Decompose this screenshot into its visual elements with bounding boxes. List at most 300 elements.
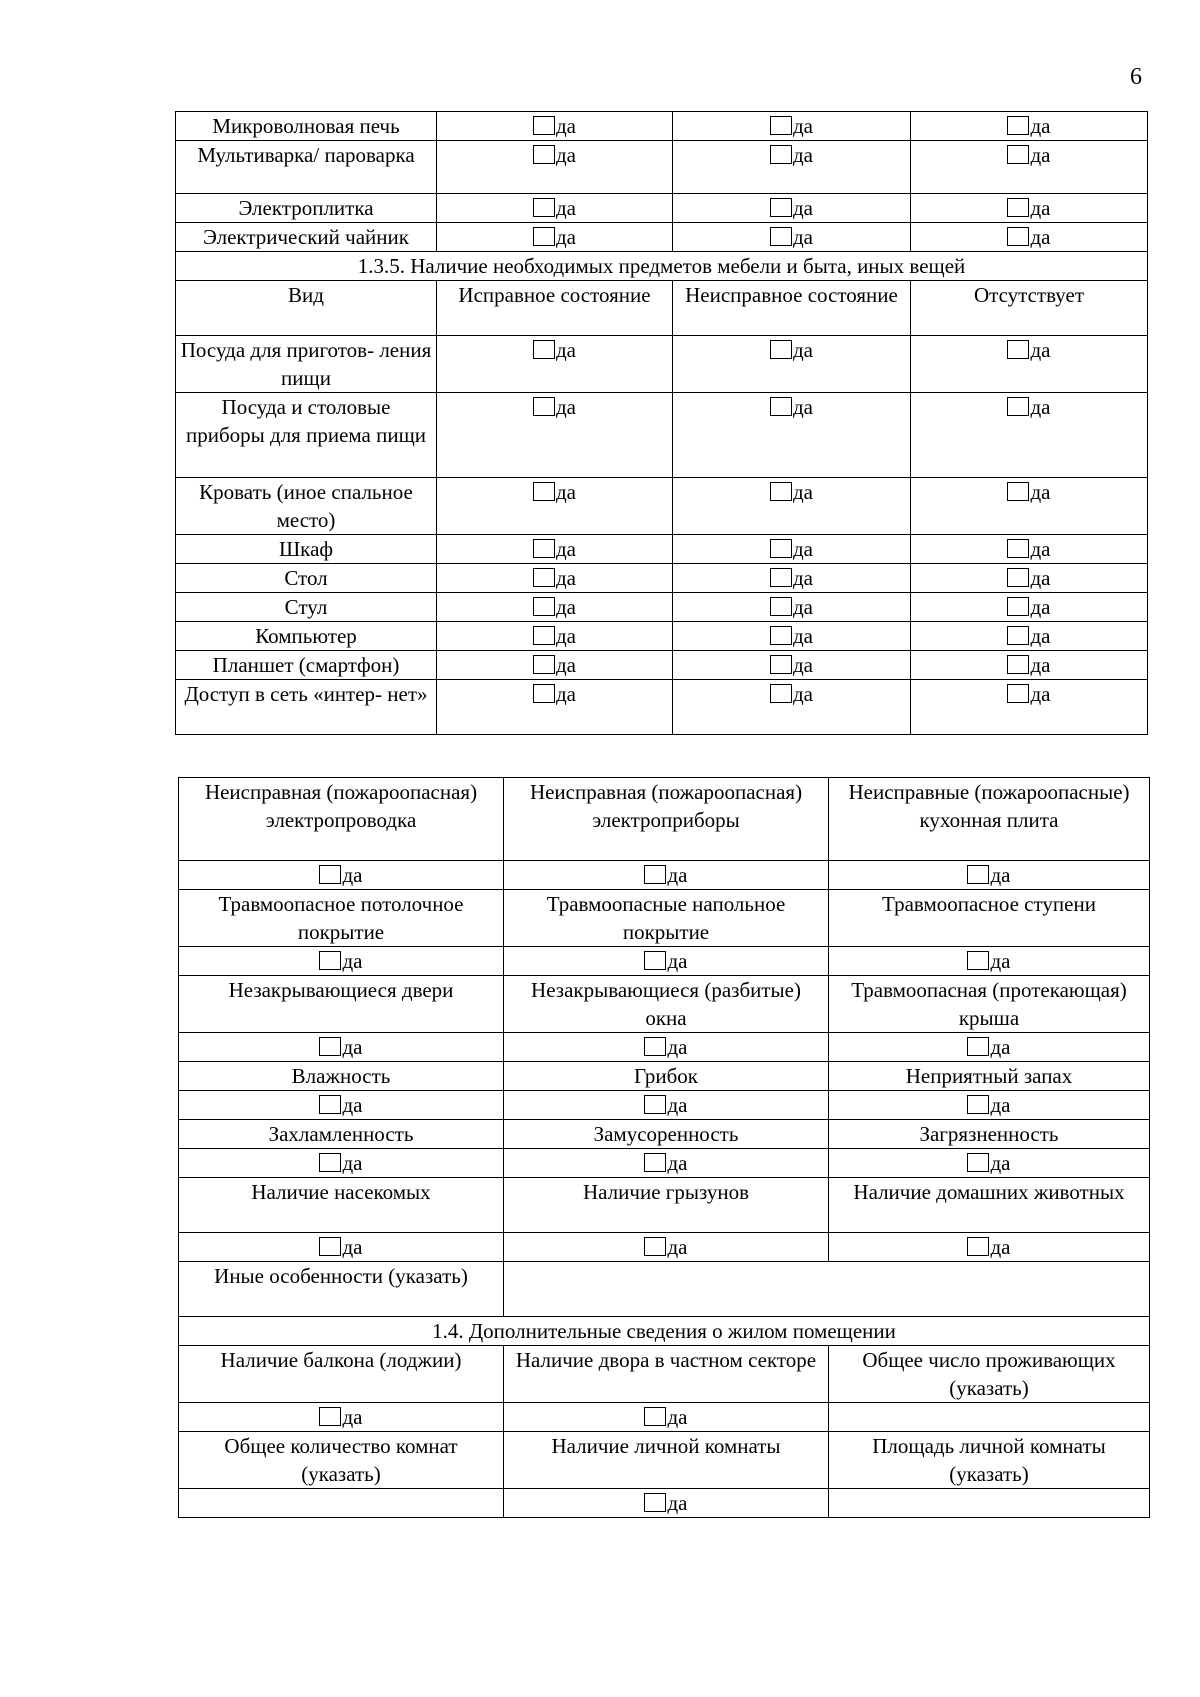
hazard-label: [179, 778, 504, 861]
checkbox-box[interactable]: [770, 597, 792, 616]
checkbox-cell: [673, 141, 911, 194]
section-row: [176, 252, 1148, 281]
checkbox-yes[interactable]: [770, 336, 813, 364]
checkbox-yes[interactable]: [1007, 593, 1050, 621]
checkbox-box[interactable]: [967, 865, 989, 884]
cell-text: Электрический чайник: [203, 225, 409, 249]
checkbox-label: да: [342, 863, 363, 887]
checkbox-box[interactable]: [533, 655, 555, 674]
checkbox-box[interactable]: [770, 539, 792, 558]
checkbox-box[interactable]: [1007, 145, 1029, 164]
residents-count-field[interactable]: [829, 1403, 1150, 1432]
checkbox-label: да: [342, 1151, 363, 1175]
cell-text: Замусоренность: [593, 1122, 739, 1146]
cell-text: Площадь личной комнаты (указать): [872, 1434, 1106, 1486]
checkbox-label: да: [1030, 196, 1051, 220]
checkbox-label: да: [1030, 395, 1051, 419]
checkbox-yes[interactable]: [319, 947, 362, 975]
cell-text: Компьютер: [255, 624, 357, 648]
cell-text: Исправное состояние: [458, 283, 651, 307]
checkbox-label: да: [342, 1035, 363, 1059]
checkbox-label: да: [667, 1235, 688, 1259]
checkbox-box[interactable]: [1007, 198, 1029, 217]
appliance-row: [176, 223, 1148, 252]
checkbox-cell: [437, 680, 673, 735]
cell-text: Планшет (смартфон): [212, 653, 400, 677]
cell-text: Доступ в сеть «интер- нет»: [184, 682, 428, 706]
checkbox-cell: [504, 947, 829, 976]
checkbox-label: да: [1030, 595, 1051, 619]
hazard-label-row: [179, 976, 1150, 1033]
hazard-label: [504, 890, 829, 947]
item-row: [176, 564, 1148, 593]
cell-text: Общее число проживающих (указать): [862, 1348, 1116, 1400]
checkbox-box[interactable]: [644, 951, 666, 970]
checkbox-yes[interactable]: [644, 1091, 687, 1119]
checkbox-label: да: [555, 595, 576, 619]
checkbox-label: да: [342, 1405, 363, 1429]
checkbox-yes[interactable]: [533, 112, 576, 140]
cell-text: Наличие домашних животных: [853, 1180, 1125, 1204]
hazard-label-row: [179, 890, 1150, 947]
checkbox-yes[interactable]: [1007, 564, 1050, 592]
checkbox-box[interactable]: [1007, 116, 1029, 135]
hazard-label: [829, 778, 1150, 861]
item-label: [176, 651, 437, 680]
checkbox-box[interactable]: [770, 227, 792, 246]
checkbox-yes[interactable]: [770, 194, 813, 222]
page-number: 6: [1130, 64, 1142, 90]
item-row: [176, 393, 1148, 478]
checkbox-label: да: [1030, 624, 1051, 648]
checkbox-box[interactable]: [319, 1407, 341, 1426]
hazard-checkbox-row: [179, 1233, 1150, 1262]
checkbox-box[interactable]: [1007, 597, 1029, 616]
item-label: [176, 680, 437, 735]
checkbox-cell: [179, 1033, 504, 1062]
cell-text: Вид: [288, 283, 324, 307]
furniture-table: [175, 111, 1148, 735]
checkbox-yes[interactable]: [770, 141, 813, 169]
checkbox-box[interactable]: [770, 684, 792, 703]
item-label: [176, 593, 437, 622]
checkbox-label: да: [792, 566, 813, 590]
checkbox-cell: [504, 1403, 829, 1432]
checkbox-yes[interactable]: [967, 861, 1010, 889]
hazard-label: [829, 890, 1150, 947]
cell-text: Захламленность: [268, 1122, 414, 1146]
cell-text: Электроплитка: [238, 196, 374, 220]
hazard-label: [829, 1062, 1150, 1091]
checkbox-box[interactable]: [770, 116, 792, 135]
checkbox-label: да: [555, 682, 576, 706]
checkbox-yes[interactable]: [770, 112, 813, 140]
checkbox-yes[interactable]: [644, 1233, 687, 1261]
checkbox-box[interactable]: [967, 1037, 989, 1056]
checkbox-label: да: [555, 653, 576, 677]
cell-text: Общее количество комнат (указать): [224, 1434, 458, 1486]
checkbox-cell: [673, 680, 911, 735]
cell-text: Наличие балкона (лоджии): [220, 1348, 462, 1372]
checkbox-cell: [504, 1233, 829, 1262]
checkbox-cell: [437, 535, 673, 564]
checkbox-yes[interactable]: [644, 1403, 687, 1431]
checkbox-label: да: [792, 225, 813, 249]
item-label: [176, 622, 437, 651]
checkbox-yes[interactable]: [1007, 112, 1050, 140]
checkbox-cell: [437, 112, 673, 141]
checkbox-yes[interactable]: [533, 336, 576, 364]
checkbox-box[interactable]: [1007, 568, 1029, 587]
checkbox-yes[interactable]: [770, 564, 813, 592]
checkbox-label: да: [555, 114, 576, 138]
item-label: [176, 141, 437, 194]
checkbox-cell: [673, 112, 911, 141]
checkbox-box[interactable]: [533, 198, 555, 217]
item-label: [176, 194, 437, 223]
checkbox-label: да: [792, 143, 813, 167]
checkbox-cell: [504, 1033, 829, 1062]
checkbox-box[interactable]: [533, 626, 555, 645]
cell-text: Кровать (иное спальное место): [199, 480, 413, 532]
checkbox-cell: [911, 535, 1148, 564]
hazard-label-row: [179, 1120, 1150, 1149]
checkbox-box[interactable]: [533, 568, 555, 587]
checkbox-box[interactable]: [1007, 539, 1029, 558]
checkbox-label: да: [1030, 566, 1051, 590]
checkbox-cell: [911, 141, 1148, 194]
checkbox-label: да: [792, 114, 813, 138]
checkbox-box[interactable]: [644, 1095, 666, 1114]
checkbox-label: да: [667, 949, 688, 973]
checkbox-cell: [673, 393, 911, 478]
checkbox-cell: [437, 478, 673, 535]
other-features-row: [179, 1262, 1150, 1317]
checkbox-box[interactable]: [533, 116, 555, 135]
checkbox-box[interactable]: [533, 227, 555, 246]
checkbox-yes[interactable]: [319, 1403, 362, 1431]
checkbox-yes[interactable]: [533, 223, 576, 251]
checkbox-yes[interactable]: [1007, 651, 1050, 679]
checkbox-box[interactable]: [1007, 482, 1029, 501]
checkbox-box[interactable]: [644, 1407, 666, 1426]
checkbox-yes[interactable]: [1007, 622, 1050, 650]
checkbox-yes[interactable]: [533, 593, 576, 621]
cell-text: Травмоопасная (протекающая) крыша: [851, 978, 1127, 1030]
cell-text: Грибок: [634, 1064, 698, 1088]
checkbox-yes[interactable]: [1007, 478, 1050, 506]
checkbox-cell: [829, 861, 1150, 890]
checkbox-box[interactable]: [319, 951, 341, 970]
checkbox-box[interactable]: [770, 655, 792, 674]
checkbox-box[interactable]: [967, 951, 989, 970]
cell-text: Наличие двора в частном секторе: [515, 1348, 817, 1372]
cell-text: Стол: [284, 566, 328, 590]
checkbox-box[interactable]: [319, 865, 341, 884]
checkbox-yes[interactable]: [967, 947, 1010, 975]
checkbox-cell: [911, 112, 1148, 141]
cell-text: Отсутствует: [974, 283, 1084, 307]
appliance-row: [176, 194, 1148, 223]
hazard-label: [179, 1062, 504, 1091]
cell-text: Неисправные (пожароопасные) кухонная плита: [848, 780, 1130, 832]
extra-label: [504, 1346, 829, 1403]
column-header: [176, 281, 437, 336]
checkbox-yes[interactable]: [967, 1233, 1010, 1261]
checkbox-yes[interactable]: [967, 1091, 1010, 1119]
checkbox-cell: [911, 622, 1148, 651]
hazard-label: [179, 976, 504, 1033]
checkbox-yes[interactable]: [1007, 680, 1050, 708]
cell-text: Загрязненность: [919, 1122, 1059, 1146]
checkbox-cell: [504, 1489, 829, 1518]
checkbox-cell: [504, 861, 829, 890]
room-area-field[interactable]: [829, 1489, 1150, 1518]
checkbox-cell: [911, 680, 1148, 735]
checkbox-label: да: [792, 653, 813, 677]
checkbox-box[interactable]: [644, 1037, 666, 1056]
checkbox-yes[interactable]: [533, 564, 576, 592]
extra-label: [829, 1346, 1150, 1403]
cell-text: Наличие грызунов: [583, 1180, 749, 1204]
checkbox-cell: [673, 223, 911, 252]
checkbox-cell: [673, 651, 911, 680]
checkbox-box[interactable]: [644, 1153, 666, 1172]
checkbox-yes[interactable]: [770, 651, 813, 679]
checkbox-cell: [179, 861, 504, 890]
cell-text: Микроволновая печь: [212, 114, 400, 138]
checkbox-box[interactable]: [533, 340, 555, 359]
checkbox-yes[interactable]: [770, 622, 813, 650]
checkbox-cell: [911, 478, 1148, 535]
item-row: [176, 680, 1148, 735]
checkbox-box[interactable]: [770, 145, 792, 164]
appliance-row: [176, 141, 1148, 194]
checkbox-box[interactable]: [1007, 684, 1029, 703]
checkbox-cell: [179, 1149, 504, 1178]
checkbox-box[interactable]: [533, 684, 555, 703]
checkbox-yes[interactable]: [967, 1149, 1010, 1177]
checkbox-box[interactable]: [533, 397, 555, 416]
checkbox-box[interactable]: [644, 1237, 666, 1256]
other-features-label: [179, 1262, 504, 1317]
checkbox-yes[interactable]: [770, 535, 813, 563]
checkbox-box[interactable]: [967, 1095, 989, 1114]
checkbox-cell: [437, 622, 673, 651]
checkbox-box[interactable]: [533, 145, 555, 164]
hazard-label: [179, 890, 504, 947]
checkbox-label: да: [342, 949, 363, 973]
checkbox-box[interactable]: [644, 865, 666, 884]
hazard-label: [829, 1178, 1150, 1233]
checkbox-box[interactable]: [533, 597, 555, 616]
checkbox-yes[interactable]: [533, 622, 576, 650]
checkbox-yes[interactable]: [533, 141, 576, 169]
checkbox-label: да: [555, 480, 576, 504]
section-title-1-4: 1.4. Дополнительные сведения о жилом помещении: [179, 1317, 1150, 1346]
cell-text: Посуда для приготов- ления пищи: [180, 338, 432, 390]
hazard-checkbox-row: [179, 947, 1150, 976]
column-header: [437, 281, 673, 336]
checkbox-label: да: [555, 537, 576, 561]
checkbox-yes[interactable]: [319, 861, 362, 889]
checkbox-box[interactable]: [770, 397, 792, 416]
checkbox-cell: [911, 564, 1148, 593]
cell-text: Наличие насекомых: [251, 1180, 431, 1204]
checkbox-yes[interactable]: [770, 223, 813, 251]
section-title-1-3-5: 1.3.5. Наличие необходимых предметов мебели и быта, иных вещей: [176, 252, 1148, 281]
hazard-label: [179, 1178, 504, 1233]
cell-text: Влажность: [291, 1064, 391, 1088]
checkbox-yes[interactable]: [319, 1033, 362, 1061]
checkbox-cell: [179, 1091, 504, 1120]
hazard-label: [829, 976, 1150, 1033]
checkbox-yes[interactable]: [644, 1149, 687, 1177]
checkbox-yes[interactable]: [644, 947, 687, 975]
checkbox-label: да: [792, 624, 813, 648]
cell-text: Шкаф: [279, 537, 333, 561]
cell-text: Незакрывающиеся двери: [228, 978, 454, 1002]
checkbox-yes[interactable]: [770, 478, 813, 506]
checkbox-cell: [911, 336, 1148, 393]
checkbox-cell: [437, 194, 673, 223]
checkbox-yes[interactable]: [533, 535, 576, 563]
cell-text: Иные особенности (указать): [214, 1264, 468, 1288]
checkbox-cell: [437, 593, 673, 622]
item-row: [176, 651, 1148, 680]
hazard-checkbox-row: [179, 861, 1150, 890]
checkbox-label: да: [990, 863, 1011, 887]
checkbox-box[interactable]: [770, 198, 792, 217]
checkbox-box[interactable]: [967, 1237, 989, 1256]
cell-text: Неисправная (пожароопасная) электроприборы: [529, 780, 803, 832]
checkbox-yes[interactable]: [644, 1489, 687, 1517]
extra-label: [829, 1432, 1150, 1489]
checkbox-box[interactable]: [319, 1095, 341, 1114]
checkbox-yes[interactable]: [319, 1091, 362, 1119]
checkbox-cell: [179, 1233, 504, 1262]
checkbox-label: да: [1030, 114, 1051, 138]
checkbox-yes[interactable]: [770, 393, 813, 421]
hazard-checkbox-row: [179, 1149, 1150, 1178]
checkbox-box[interactable]: [770, 626, 792, 645]
checkbox-box[interactable]: [1007, 397, 1029, 416]
checkbox-label: да: [990, 1035, 1011, 1059]
checkbox-label: да: [342, 1093, 363, 1117]
hazard-label-row: [179, 1178, 1150, 1233]
checkbox-yes[interactable]: [770, 680, 813, 708]
other-features-field[interactable]: [504, 1262, 1150, 1317]
item-label: [176, 223, 437, 252]
item-row: [176, 622, 1148, 651]
checkbox-label: да: [667, 1405, 688, 1429]
checkbox-yes[interactable]: [533, 651, 576, 679]
checkbox-box[interactable]: [770, 568, 792, 587]
checkbox-yes[interactable]: [1007, 535, 1050, 563]
checkbox-box[interactable]: [644, 1493, 666, 1512]
hazard-label: [829, 1120, 1150, 1149]
checkbox-yes[interactable]: [319, 1233, 362, 1261]
checkbox-yes[interactable]: [967, 1033, 1010, 1061]
checkbox-cell: [829, 1091, 1150, 1120]
checkbox-label: да: [555, 395, 576, 419]
checkbox-cell: [829, 1033, 1150, 1062]
checkbox-cell: [673, 622, 911, 651]
checkbox-yes[interactable]: [533, 194, 576, 222]
checkbox-yes[interactable]: [1007, 223, 1050, 251]
hazard-label: [504, 1120, 829, 1149]
extra-label: [179, 1432, 504, 1489]
checkbox-cell: [437, 223, 673, 252]
item-label: [176, 535, 437, 564]
item-label: [176, 564, 437, 593]
checkbox-label: да: [555, 143, 576, 167]
hazard-label-row: [179, 1062, 1150, 1091]
checkbox-cell: [437, 564, 673, 593]
cell-text: Стул: [284, 595, 328, 619]
hazard-label: [504, 778, 829, 861]
checkbox-cell: [179, 947, 504, 976]
rooms-count-field[interactable]: [179, 1489, 504, 1518]
checkbox-box[interactable]: [1007, 655, 1029, 674]
checkbox-box[interactable]: [1007, 340, 1029, 359]
checkbox-box[interactable]: [319, 1153, 341, 1172]
checkbox-yes[interactable]: [1007, 194, 1050, 222]
checkbox-box[interactable]: [533, 482, 555, 501]
checkbox-label: да: [990, 949, 1011, 973]
checkbox-label: да: [792, 682, 813, 706]
item-row: [176, 593, 1148, 622]
checkbox-yes[interactable]: [319, 1149, 362, 1177]
checkbox-yes[interactable]: [770, 593, 813, 621]
checkbox-box[interactable]: [319, 1237, 341, 1256]
checkbox-cell: [673, 478, 911, 535]
checkbox-box[interactable]: [1007, 626, 1029, 645]
checkbox-yes[interactable]: [533, 680, 576, 708]
checkbox-box[interactable]: [319, 1037, 341, 1056]
checkbox-box[interactable]: [770, 482, 792, 501]
hazard-checkbox-row: [179, 1033, 1150, 1062]
cell-text: Посуда и столовые приборы для приема пищи: [186, 395, 426, 447]
checkbox-cell: [504, 1091, 829, 1120]
checkbox-cell: [829, 947, 1150, 976]
hazard-label: [504, 976, 829, 1033]
extra-label: [504, 1432, 829, 1489]
checkbox-yes[interactable]: [644, 861, 687, 889]
cell-text: Травмоопасные напольное покрытие: [546, 892, 786, 944]
checkbox-box[interactable]: [770, 340, 792, 359]
checkbox-box[interactable]: [533, 539, 555, 558]
checkbox-box[interactable]: [967, 1153, 989, 1172]
checkbox-cell: [673, 535, 911, 564]
checkbox-yes[interactable]: [533, 393, 576, 421]
cell-text: Неприятный запах: [905, 1064, 1073, 1088]
checkbox-cell: [179, 1403, 504, 1432]
checkbox-label: да: [1030, 225, 1051, 249]
checkbox-label: да: [792, 480, 813, 504]
checkbox-yes[interactable]: [644, 1033, 687, 1061]
checkbox-box[interactable]: [1007, 227, 1029, 246]
checkbox-label: да: [792, 196, 813, 220]
checkbox-yes[interactable]: [1007, 393, 1050, 421]
checkbox-label: да: [990, 1151, 1011, 1175]
checkbox-yes[interactable]: [533, 478, 576, 506]
checkbox-yes[interactable]: [1007, 141, 1050, 169]
checkbox-cell: [911, 651, 1148, 680]
checkbox-label: да: [990, 1235, 1011, 1259]
extra-input-row: [179, 1403, 1150, 1432]
checkbox-yes[interactable]: [1007, 336, 1050, 364]
